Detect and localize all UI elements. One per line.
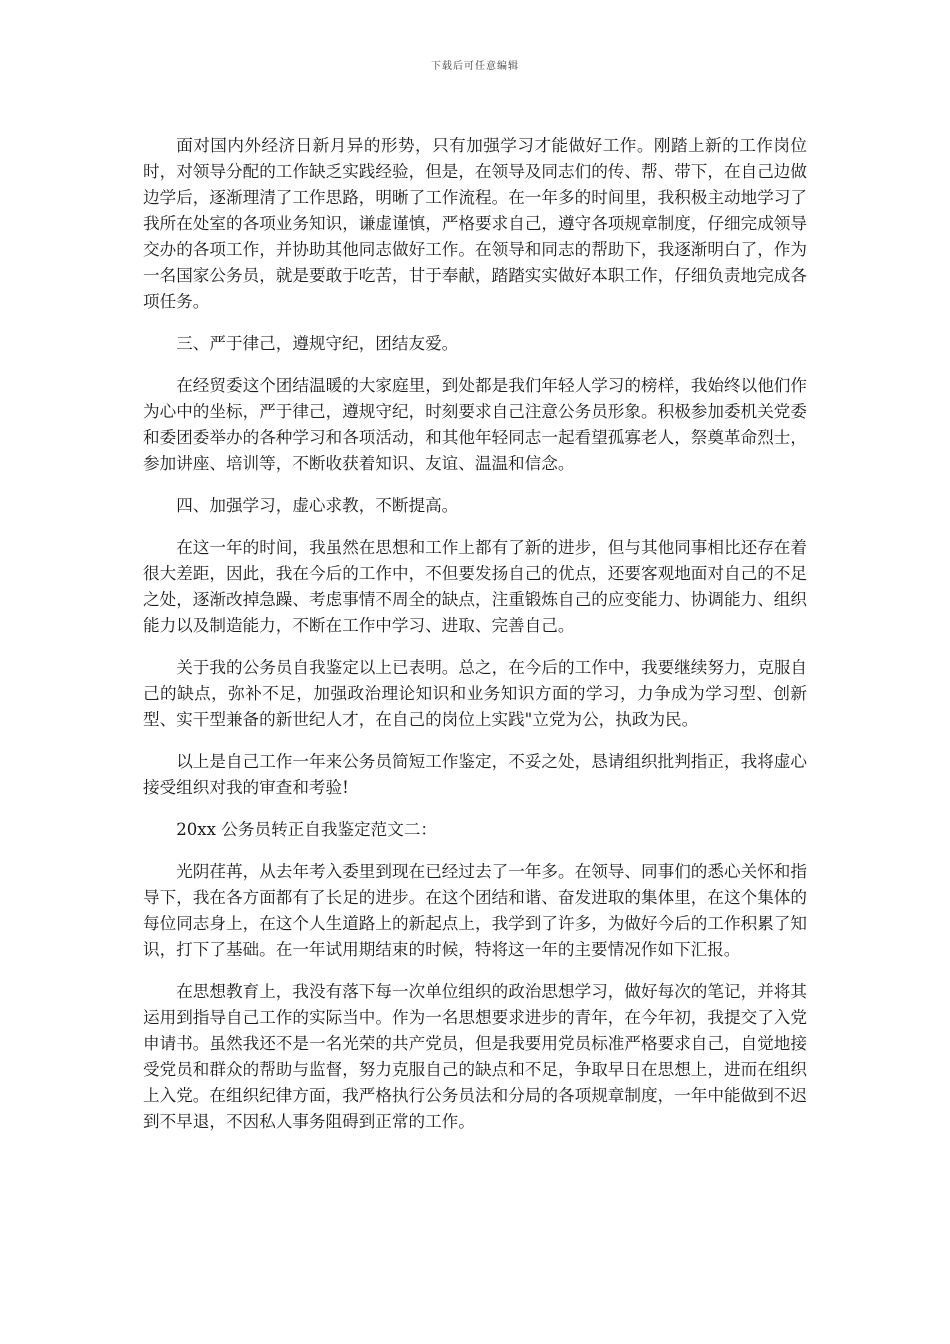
section-heading: 三、严于律己，遵规守纪，团结友爱。 bbox=[176, 334, 459, 353]
paragraph: 在这一年的时间，我虽然在思想和工作上都有了新的进步，但与其他同事相比还存在着很大差距，因此，我在今后的工作中，不但要发扬自己的优点，还要客观地面对自己的不足之处，逐渐改掉急躁、考虑事情不周全的缺点，注重锻炼自己的应变能力、协调能力、组织能力以及制造能力，不断在工作中学习、进取、完善自己。 bbox=[143, 538, 807, 635]
document-body bbox=[143, 133, 807, 1151]
paragraph: 在思想教育上，我没有落下每一次单位组织的政治思想学习，做好每次的笔记，并将其运用到指导自己工作的实际当中。作为一名思想要求进步的青年，在今年初，我提交了入党申请书。虽然我还不是一名光荣的共产党员，但是我要用党员标准严格要求自己，自觉地接受党员和群众的帮助与监督，努力克服自己的缺点和不足，争取早日在思想上，进而在组织上入党。在组织纪律方面，我严格执行公务员法和分局的各项规章制度，一年中能做到不迟到不早退，不因私人事务阻碍到正常的工作。 bbox=[143, 982, 807, 1131]
page-header: 下载后可任意编辑 bbox=[431, 61, 519, 72]
section-heading: 四、加强学习，虚心求教，不断提高。 bbox=[176, 496, 459, 515]
paragraph: 光阴荏苒，从去年考入委里到现在已经过去了一年多。在领导、同事们的悉心关怀和指导下，我在各方面都有了长足的进步。在这个团结和谐、奋发进取的集体里，在这个集体的每位同志身上，在这个人生道路上的新起点上，我学到了许多，为做好今后的工作积累了知识，打下了基础。在一年试用期结束的时候，特将这一年的主要情况作如下汇报。 bbox=[143, 862, 807, 959]
paragraph: 关于我的公务员自我鉴定以上已表明。总之，在今后的工作中，我要继续努力，克服自己的缺点，弥补不足，加强政治理论知识和业务知识方面的学习，力争成为学习型、创新型、实干型兼备的新世纪人才，在自己的岗位上实践"立党为公，执政为民。 bbox=[143, 658, 807, 729]
paragraph: 在经贸委这个团结温暖的大家庭里，到处都是我们年轻人学习的榜样，我始终以他们作为心中的坐标，严于律己，遵规守纪，时刻要求自己注意公务员形象。积极参加委机关党委和委团委举办的各种学习和各项活动，和其他年轻同志一起看望孤寡老人，祭奠革命烈士，参加讲座、培训等，不断收获着知识、友谊、温温和信念。 bbox=[143, 376, 807, 473]
paragraph: 以上是自己工作一年来公务员简短工作鉴定，不妥之处，恳请组织批判指正，我将虚心接受组织对我的审查和考验! bbox=[143, 752, 807, 797]
paragraph: 面对国内外经济日新月异的形势，只有加强学习才能做好工作。刚踏上新的工作岗位时，对领导分配的工作缺乏实践经验，但是，在领导及同志们的传、帮、带下，在自己边做边学后，逐渐理清了工作思路，明晰了工作流程。在一年多的时间里，我积极主动地学习了我所在处室的各项业务知识，谦虚谨慎，严格要求自己，遵守各项规章制度，仔细完成领导交办的各项工作，并协助其他同志做好工作。在领导和同志的帮助下，我逐渐明白了，作为一名国家公务员，就是要敢于吃苦，甘于奉献，踏踏实实做好本职工作，仔细负责地完成各项任务。 bbox=[143, 136, 807, 311]
section-heading: 20xx 公务员转正自我鉴定范文二： bbox=[176, 820, 438, 839]
